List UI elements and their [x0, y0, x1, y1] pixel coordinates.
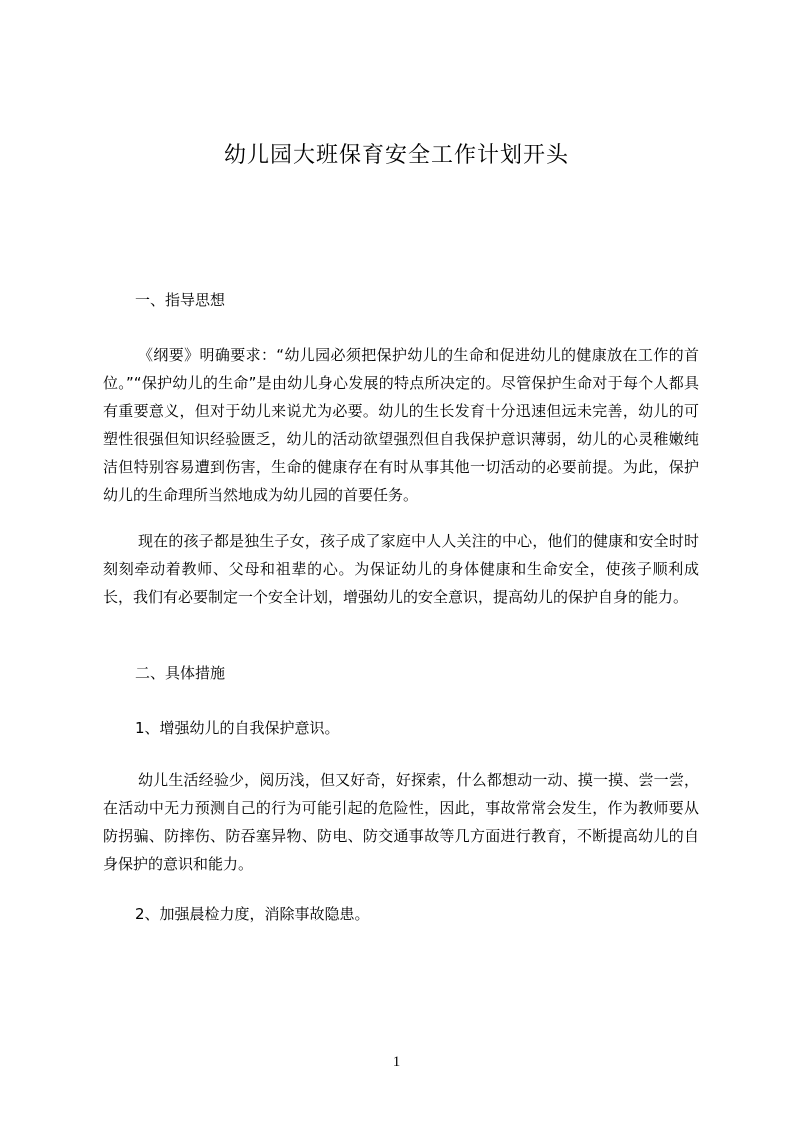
paragraph-guideline-requirement: 《纲要》明确要求：“幼儿园必须把保护幼儿的生命和促进幼儿的健康放在工作的首位。”“保护幼儿的生命”是由幼儿身心发展的特点所决定的。尽管保护生命对于每个人都具有重要意义，但对于幼儿来说尤为必要。幼儿的生长发育十分迅速但远未完善，幼儿的可塑性很强但知识经验匮乏，幼儿的活动欲望强烈但自我保护意识薄弱，幼儿的心灵稚嫩纯洁但特别容易遭到伤害，生命的健康存在有时从事其他一切活动的必要前提。为此，保护幼儿的生命理所当然地成为幼儿园的首要任务。: [103, 346, 699, 504]
section-heading-measures: 二、具体措施: [135, 664, 226, 682]
document-title: 幼儿园大班保育安全工作计划开头: [223, 143, 569, 168]
section-heading-guiding-thought: 一、指导思想: [135, 291, 226, 309]
page-number: 1: [392, 1054, 401, 1070]
item-heading-morning-check: 2、加强晨检力度，消除事故隐患。: [135, 905, 370, 923]
item-heading-self-protection: 1、增强幼儿的自我保护意识。: [135, 719, 340, 737]
paragraph-self-protection: 幼儿生活经验少，阅历浅，但又好奇，好探索，什么都想动一动、摸一摸、尝一尝，在活动中无力预测自己的行为可能引起的危险性，因此，事故常常会发生，作为教师要从防拐骗、防摔伤、防吞塞异物、防电、防交通事故等几方面进行教育，不断提高幼儿的自身保护的意识和能力。: [103, 771, 699, 873]
paragraph-only-child: 现在的孩子都是独生子女，孩子成了家庭中人人关注的中心，他们的健康和安全时时刻刻牵动着教师、父母和祖辈的心。为保证幼儿的身体健康和生命安全，使孩子顺利成长，我们有必要制定一个安全计划，增强幼儿的安全意识，提高幼儿的保护自身的能力。: [103, 532, 699, 606]
